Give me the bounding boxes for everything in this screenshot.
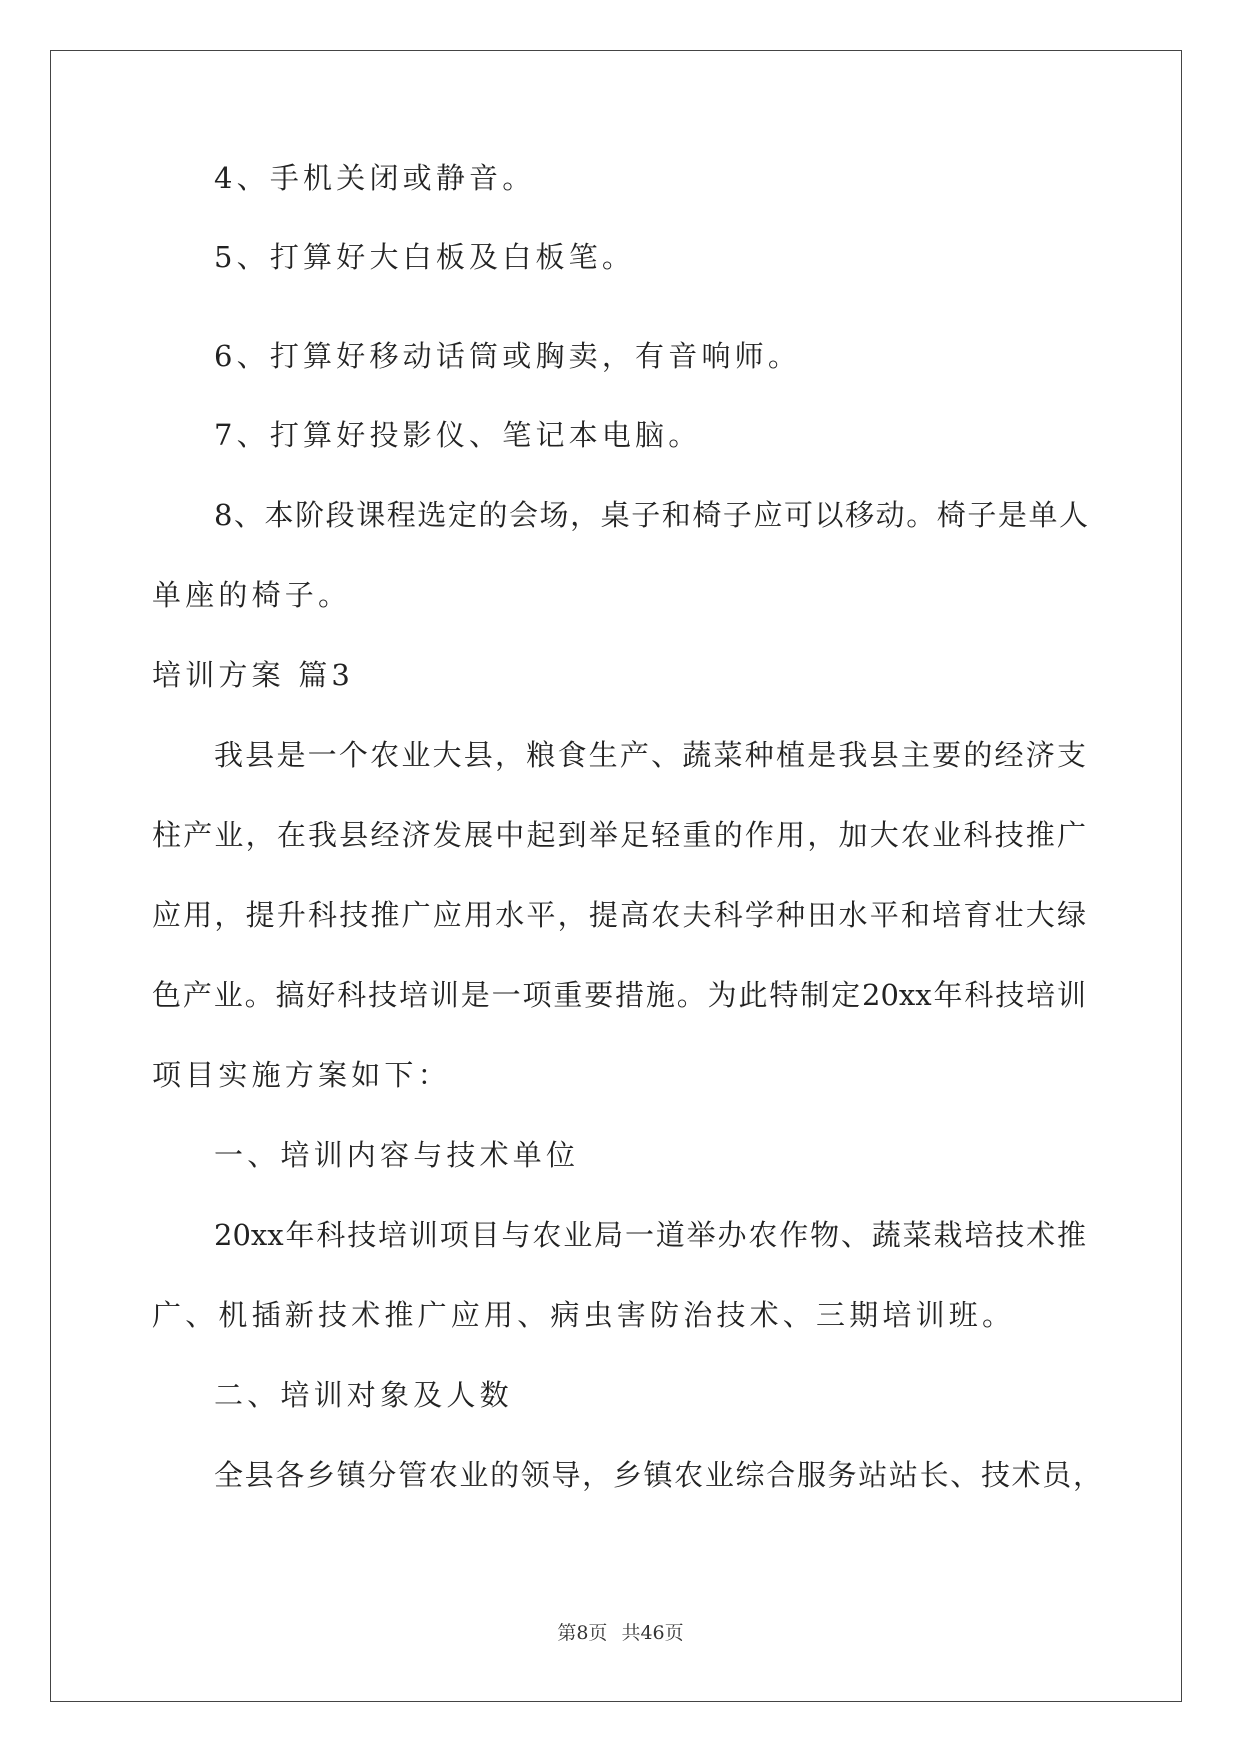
paragraph-line: 项目实施方案如下： [152, 1058, 451, 1092]
list-item-5: 5、打算好大白板及白板笔。 [214, 240, 636, 274]
paragraph-line: 色产业。搞好科技培训是一项重要措施。为此特制定20xx年科技培训 [152, 978, 1086, 1012]
page-footer [0, 1620, 1241, 1646]
list-item-4: 4、手机关闭或静音。 [214, 161, 536, 195]
page-number: 第8页 [557, 1622, 608, 1644]
subheading-1: 一、培训内容与技术单位 [214, 1138, 580, 1172]
list-item-7: 7、打算好投影仪、笔记本电脑。 [214, 418, 702, 452]
section-heading: 培训方案 篇3 [152, 658, 355, 692]
paragraph-line: 柱产业，在我县经济发展中起到举足轻重的作用，加大农业科技推广 [152, 818, 1086, 852]
paragraph-line: 我县是一个农业大县，粮食生产、蔬菜种植是我县主要的经济支 [214, 738, 1086, 772]
list-item-6: 6、打算好移动话筒或胸卖，有音响师。 [214, 339, 802, 373]
paragraph-line: 20xx年科技培训项目与农业局一道举办农作物、蔬菜栽培技术推 [214, 1218, 1086, 1252]
paragraph-line: 广、机插新技术推广应用、病虫害防治技术、三期培训班。 [152, 1298, 1016, 1332]
subheading-2: 二、培训对象及人数 [214, 1378, 513, 1412]
paragraph-line: 应用，提升科技推广应用水平，提高农夫科学种田水平和培育壮大绿 [152, 898, 1086, 932]
list-item-8-line-2: 单座的椅子。 [152, 578, 352, 612]
paragraph-line: 全县各乡镇分管农业的领导，乡镇农业综合服务站站长、技术员， [214, 1458, 1102, 1492]
page-total: 共46页 [621, 1622, 684, 1644]
list-item-8-line-1: 8、本阶段课程选定的会场，桌子和椅子应可以移动。椅子是单人 [214, 498, 1088, 532]
